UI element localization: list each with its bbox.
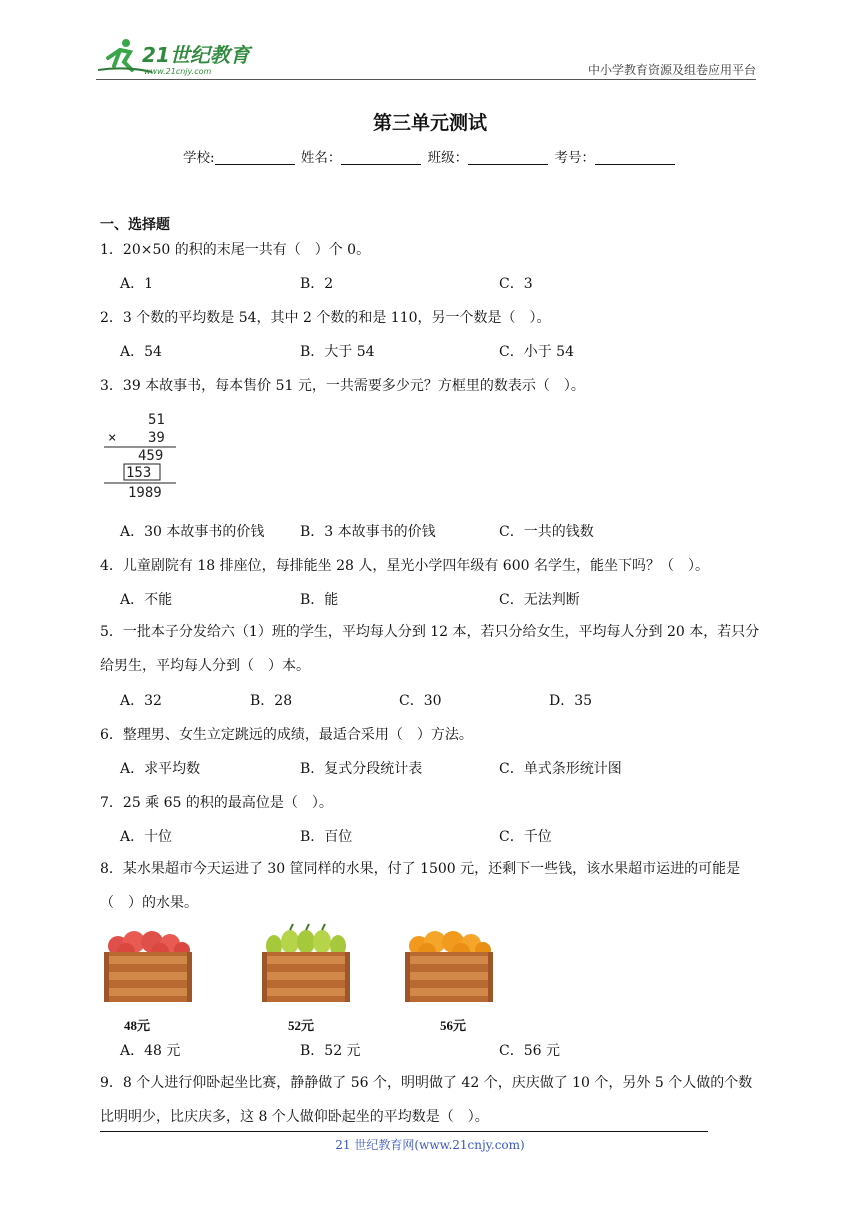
q6-option-b: B．复式分段统计表	[300, 761, 423, 777]
q4-option-c: C．无法判断	[499, 592, 580, 608]
q3-option-b: B．3 本故事书的价钱	[300, 524, 436, 540]
pear-crate-image	[258, 922, 354, 1008]
orange-price-label: 56元	[440, 1018, 467, 1033]
question-5: 5．一批本子分发给六（1）班的学生，平均每人分到 12 本，若只分给女生，平均每人分到 20 本，若只分给男生，平均每人分到（ ）本。	[100, 624, 760, 674]
footer-source: 21 世纪教育网(www.21cnjy.com)	[335, 1138, 525, 1152]
q4-option-b: B．能	[300, 592, 339, 608]
apple-price-label: 48元	[124, 1018, 151, 1033]
svg-text:1989: 1989	[128, 485, 162, 501]
q2-option-a: A．54	[120, 344, 162, 360]
q6-option-c: C．单式条形统计图	[499, 761, 622, 777]
q2-option-c: C．小于 54	[499, 344, 574, 360]
svg-text:459: 459	[138, 448, 164, 464]
question-4: 4．儿童剧院有 18 排座位，每排能坐 28 人，星光小学四年级有 600 名学生，能坐下吗？（ ）。	[100, 558, 709, 574]
q1-option-c: C．3	[499, 276, 533, 292]
question-2: 2．3 个数的平均数是 54，其中 2 个数的和是 110，另一个数是（ ）。	[100, 310, 551, 326]
school-blank	[215, 151, 295, 165]
vertical-multiplication-figure	[100, 410, 180, 510]
q8-option-a: A．48 元	[120, 1043, 181, 1059]
svg-text:×: ×	[108, 430, 117, 446]
footer-divider	[100, 1131, 708, 1132]
q5-option-a: A．32	[120, 693, 162, 709]
svg-text:153: 153	[126, 465, 152, 481]
class-blank	[468, 151, 548, 165]
q8-option-b: B．52 元	[300, 1043, 361, 1059]
class-label: 班级：	[427, 150, 469, 166]
q7-option-c: C．千位	[499, 829, 552, 845]
svg-text:51: 51	[148, 412, 165, 428]
name-blank	[341, 151, 421, 165]
header-divider	[96, 79, 756, 80]
question-6: 6．整理男、女生立定跳远的成绩，最适合采用（ ）方法。	[100, 727, 473, 743]
svg-text:www.21cnjy.com: www.21cnjy.com	[144, 67, 212, 76]
question-7: 7．25 乘 65 的积的最高位是（ ）。	[100, 795, 333, 811]
q5-option-d: D．35	[549, 693, 593, 709]
q6-option-a: A．求平均数	[120, 761, 201, 777]
site-logo	[96, 36, 266, 78]
q5-option-b: B．28	[250, 693, 293, 709]
q1-option-b: B．2	[300, 276, 334, 292]
q2-option-b: B．大于 54	[300, 344, 375, 360]
svg-text:21世纪教育: 21世纪教育	[142, 43, 250, 67]
name-label: 姓名：	[300, 150, 342, 166]
exam-no-label: 考号：	[554, 150, 595, 166]
question-3: 3．39 本故事书，每本售价 51 元，一共需要多少元？方框里的数表示（ ）。	[100, 378, 585, 394]
question-1: 1．20×50 的积的末尾一共有（ ）个 0。	[100, 242, 371, 258]
apple-crate-image	[100, 922, 196, 1008]
q3-option-a: A．30 本故事书的价钱	[120, 524, 265, 540]
q4-option-a: A．不能	[120, 592, 173, 608]
q8-option-c: C．56 元	[499, 1043, 560, 1059]
q7-option-b: B．百位	[300, 829, 353, 845]
question-8: 8．某水果超市今天运进了 30 筐同样的水果，付了 1500 元，还剩下一些钱，该水果超市运进的可能是（ ）的水果。	[100, 861, 741, 911]
q1-option-a: A．1	[120, 276, 154, 292]
q3-option-c: C．一共的钱数	[499, 524, 594, 540]
q7-option-a: A．十位	[120, 829, 173, 845]
page-title: 第三单元测试	[372, 112, 487, 134]
pear-price-label: 52元	[288, 1018, 315, 1033]
student-info-line	[0, 146, 860, 166]
orange-crate-image	[401, 922, 497, 1008]
q5-option-c: C．30	[399, 693, 442, 709]
platform-name: 中小学教育资源及组卷应用平台	[587, 63, 756, 77]
question-9: 9．8 个人进行仰卧起坐比赛，静静做了 56 个，明明做了 42 个，庆庆做了 10 个，另外 5 个人做的个数比明明少，比庆庆多，这 8 个人做仰卧起坐的平均数是（ ）。	[100, 1075, 753, 1125]
school-label: 学校:	[183, 150, 215, 166]
svg-text:39: 39	[148, 430, 165, 446]
section-heading: 一、选择题	[100, 217, 170, 233]
exam-no-blank	[595, 151, 675, 165]
